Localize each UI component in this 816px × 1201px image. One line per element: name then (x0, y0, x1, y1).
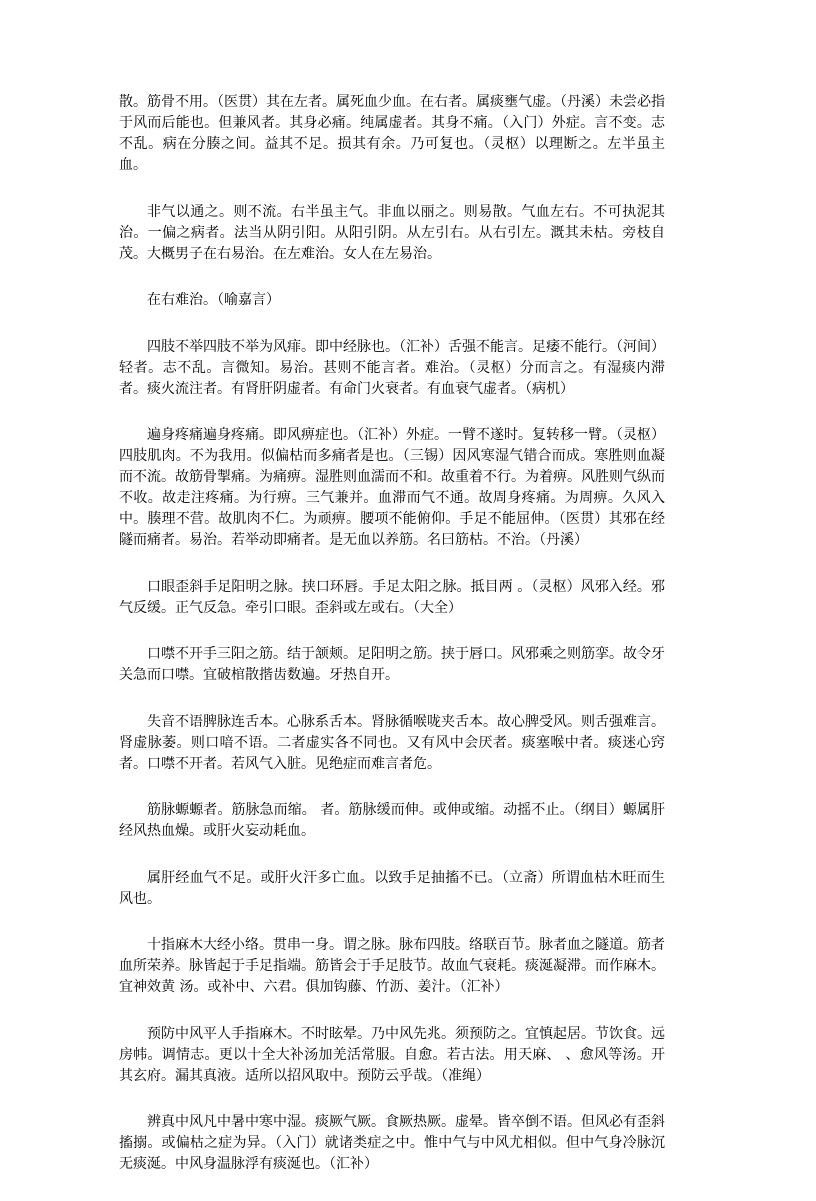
paragraph: 散。筋骨不用。（医贯）其在左者。属死血少血。在右者。属痰壅气虚。（丹溪）未尝必指于风而后能也。但兼风者。其身必痛。纯属虚者。其身不痛。（入门）外症。言不变。志不乱。病在分腠之间。益其不足。损其有余。乃可复也。（灵枢）以理断之。左半虽主血。 (119, 94, 665, 173)
paragraph: 预防中风平人手指麻木。不时眩晕。乃中风先兆。须预防之。宜慎起居。节饮食。远房帏。调情志。更以十全大补汤加羌活常服。自愈。若古法。用天麻、 、愈风等汤。开其玄府。漏其真液。适所以招风取中。预防云乎哉。（准绳） (119, 1025, 665, 1084)
paragraph: 十指麻木大经小络。贯串一身。谓之脉。脉布四肢。络联百节。脉者血之隧道。筋者血所荣养。脉皆起于手足指端。筋皆会于手足肢节。故血气衰耗。痰涎凝滞。而作麻木。宜神效黄 汤。或补中、六君。俱加钩藤、竹沥、姜汁。（汇补） (119, 937, 665, 995)
paragraph: 口噤不开手三阳之筋。结于颔颊。足阳明之筋。挟于唇口。风邪乘之则筋挛。故令牙关急而口噤。宜破棺散揩齿数遍。牙热自开。 (119, 646, 665, 683)
document-body (119, 92, 665, 1201)
paragraph: 辨真中风凡中暑中寒中湿。痰厥气厥。食厥热厥。虚晕。皆卒倒不语。但风必有歪斜搐搦。或偏枯之症为异。（入门）就诸类症之中。惟中气与中风尤相似。但中气身冷脉沉无痰涎。中风身温脉浮有痰涎也。（汇补） (119, 1114, 665, 1172)
paragraph: 失音不语脾脉连舌本。心脉系舌本。肾脉循喉咙夹舌本。故心脾受风。则舌强难言。肾虚脉萎。则口喑不语。二者虚实各不同也。又有风中会厌者。痰塞喉中者。痰迷心窍者。口噤不开者。若风气入脏。见绝症而难言者危。 (119, 713, 665, 772)
paragraph: 遍身疼痛遍身疼痛。即风痹症也。（汇补）外症。一臂不遂时。复转移一臂。（灵枢）四肢肌肉。不为我用。似偏枯而多痛者是也。（三锡）因风寒湿气错合而成。寒胜则血凝而不流。故筋骨掣痛。为痛痹。湿胜则血濡而不和。故重着不行。为着痹。风胜则气纵而不收。故走注疼痛。为行痹。三气兼并。血滞而气不通。故周身疼痛。为周痹。久风入中。腠理不营。故肌肉不仁。为顽痹。腰项不能俯仰。手足不能屈伸。（医贯）其邪在经隧而痛者。易治。若举动即痛者。是无血以养筋。名曰筋枯。不治。（丹溪） (119, 427, 665, 548)
paragraph: 属肝经血气不足。或肝火汗多亡血。以致手足抽搐不已。（立斋）所谓血枯木旺而生风也。 (119, 869, 665, 907)
paragraph: 四肢不举四肢不举为风痱。即中经脉也。（汇补）舌强不能言。足痿不能行。（河间）轻者。志不乱。言微知。易治。甚则不能言者。难治。（灵枢）分而言之。有湿痰内滞者。痰火流注者。有肾肝阴虚者。有命门火衰者。有血衰气虚者。（病机） (119, 338, 665, 397)
paragraph: 筋脉螈螈者。筋脉急而缩。 者。筋脉缓而伸。或伸或缩。动摇不止。（纲目）螈属肝经风热血燥。或肝火妄动耗血。 (119, 802, 665, 839)
paragraph: 口眼歪斜手足阳明之脉。挟口环唇。手足太阳之脉。抵目两 。（灵枢）风邪入经。邪气反缓。正气反急。牵引口眼。歪斜或左或右。（大全） (119, 578, 665, 616)
paragraph: 非气以通之。则不流。右半虽主气。非血以丽之。则易散。气血左右。不可执泥其治。一偏之病者。法当从阴引阳。从阳引阴。从左引右。从右引左。溉其未枯。旁枝自茂。大概男子在右易治。在左难治。女人在左易治。 (119, 203, 665, 262)
paragraph: 在右难治。（喻嘉言） (147, 292, 280, 308)
